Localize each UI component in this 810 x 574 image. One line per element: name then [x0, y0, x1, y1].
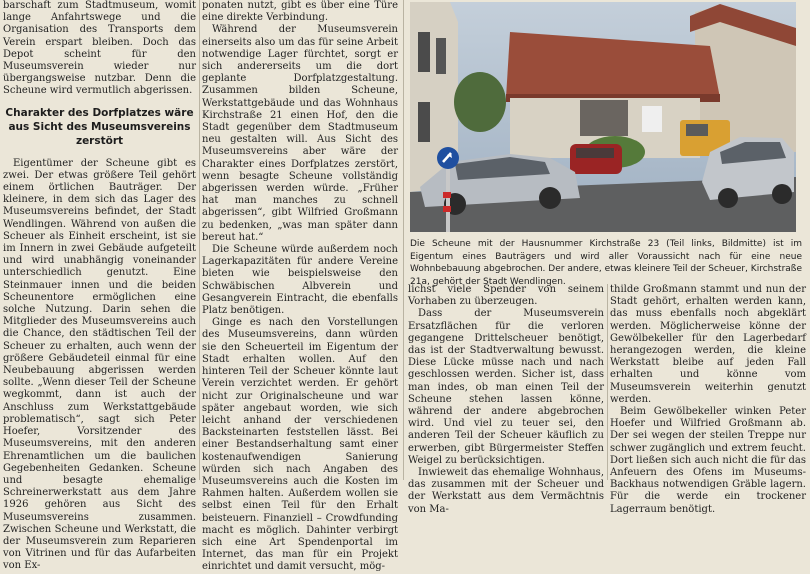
article-column-4 [610, 284, 806, 515]
article-photo [410, 2, 796, 232]
article-paragraph: thilde Großmann stammt und nun der Stadt gehört, erhalten werden kann, das muss ebenfalls noch abgeklärt werden. Möglicherweise könne der Gewölbekeller für den Lagerbedarf herangezogen werden, die kleine Werkstatt bleibe auf jeden Fall erhalten und könne vom Museumsverein weiterhin genutzt werden. [610, 284, 806, 405]
photo-caption: Die Scheune mit der Hausnummer Kirchstraße 23 (Teil links, Bildmitte) ist im Eigentum eines Bauträgers und wird aller Voraussicht nach für eine neue Wohnbebauung abgebrochen. Der andere, etwas kleinere Teil der Scheuer, Kirchstraße 21a, gehört der Stadt Wendlingen. [410, 239, 802, 287]
article-paragraph: Inwieweit das ehemalige Wohnhaus, das zusammen mit der Scheuer und der Werkstatt aus dem Vermächtnis von Ma- [408, 467, 604, 515]
article-subheading: Charakter des Dorfplatzes wäre aus Sicht des Museumsvereins zerstört [5, 106, 194, 147]
barn-street-photo [410, 2, 796, 232]
article-paragraph: ponaten nutzt, gibt es über eine Türe eine direkte Verbindung. [202, 0, 398, 24]
article-column-2 [202, 0, 398, 573]
article-paragraph: Eigentümer der Scheune gibt es zwei. Der etwas größere Teil gehört einem örtlichen Bauträger. Der kleinere, in dem sich das Lager des Museumsvereins befindet, der Stadt Wendlingen. Während von außen die Scheuer als Einheit erscheint, ist sie im Innern in zwei Gebäude aufgeteilt und wird unabhängig voneinander unterschiedlich genutzt. Eine Steinmauer innen und die beiden Scheunentore ermöglichen eine solche Nutzung. Darin sehen die Mitglieder des Museumsvereins auch die Chance, den städtischen Teil der Scheuer zu erhalten, auch wenn der größere Gebäudeteil einmal für eine Neubebauung abgerissen werden sollte. „Wenn dieser Teil der Scheune wegkommt, dann ist auch der Anschluss zum Werkstattgebäude problematisch“, sagt sich Peter Hoefer, Vorsitzender des Museumsvereins, mit den anderen Ehrenamtlichen um die baulichen Gegebenheiten Gedanken. Scheune und besagte ehemalige Schreinerwerkstatt aus dem Jahre 1926 gehören aus Sicht des Museumsvereins zusammen. Zwischen Scheune und Werkstatt, die der Museumsverein zum Reparieren von Vitrinen und für das Aufarbeiten von Ex- [3, 157, 196, 572]
article-paragraph: Beim Gewölbekeller winken Peter Hoefer und Wilfried Großmann ab. Der sei wegen der steilen Treppe nur schwer zugänglich und extrem feucht. Dort ließen sich auch nicht die für das Anfeuern des Ofens im Museums-Backhaus notwendigen Gräble lagern. Für die werde ein trockener Lagerraum benötigt. [610, 406, 806, 515]
column-divider [403, 0, 404, 480]
column-divider [199, 0, 200, 480]
article-paragraph: lichst viele Spender von seinem Vorhaben zu überzeugen. [408, 284, 604, 308]
article-column-1 [3, 0, 196, 572]
article-paragraph: barschaft zum Stadtmuseum, womit lange Anfahrtswege und die Organisation des Transports dem Verein erspart bleiben. Doch das Depot scheint für den Museumsverein wieder nur übergangsweise nutzbar. Denn die Scheune wird vermutlich abgerissen. [3, 0, 196, 97]
article-paragraph: Ginge es nach den Vorstellungen des Museumsvereins, dann würden sie den Scheuerteil im Eigentum der Stadt erhalten wollen. Auf den hinteren Teil der Scheuer könnte laut Verein verzichtet werden. Er gehört nicht zur Originalscheune und war später angebaut worden, wie sich leicht anhand der verschiedenen Backsteinarten feststellen lässt. Bei einer Bestandserhaltung samt einer kostenaufwendigen Sanierung würden sich nach Angaben des Museumsvereins auch die Kosten im Rahmen halten. Außerdem wollen sie selbst einen Teil für den Erhalt beisteuern. Finanziell – Crowdfunding macht es möglich. Dahinter verbirgt sich eine Art Spendenportal im Internet, das man für ein Projekt einrichtet und damit versucht, mög- [202, 317, 398, 573]
article-paragraph: Die Scheune würde außerdem noch Lagerkapazitäten für andere Vereine bieten wie beispielsweise den Schwäbischen Albverein und Gesangverein Eintracht, die ebenfalls Platz benötigen. [202, 244, 398, 317]
article-column-3 [408, 284, 604, 515]
column-divider [607, 284, 608, 480]
article-paragraph: Dass der Museumsverein Ersatzflächen für die verloren gegangene Drittelscheuer benötigt, das ist der Stadtverwaltung bewusst. Diese Lücke müsse nach und nach geschlossen werden. Sicher ist, dass man indes, ob man einen Teil der Scheune stehen lassen könne, während der andere abgebrochen wird. Und viel zu teuer sei, den anderen Teil der Scheuer käuflich zu erwerben, gibt Bürgermeister Steffen Weigel zu berücksichtigen. [408, 308, 604, 466]
article-paragraph: Während der Museumsverein einerseits also um das für seine Arbeit notwendige Lager fürchtet, sorgt er sich andererseits um die dort geplante Dorfplatzgestaltung. Zusammen bilden Scheune, Werkstattgebäude und das Wohnhaus Kirchstraße 21 einen Hof, den die Stadt gegenüber dem Stadtmuseum neu gestalten will. Aus Sicht des Museumsvereins aber wäre der Charakter eines Dorfplatzes zerstört, wenn besagte Scheune vollständig abgerissen werden würde. „Früher hat man manches zu schnell abgerissen“, gibt Wilfried Großmann zu bedenken, „was man später dann bereut hat.“ [202, 24, 398, 243]
